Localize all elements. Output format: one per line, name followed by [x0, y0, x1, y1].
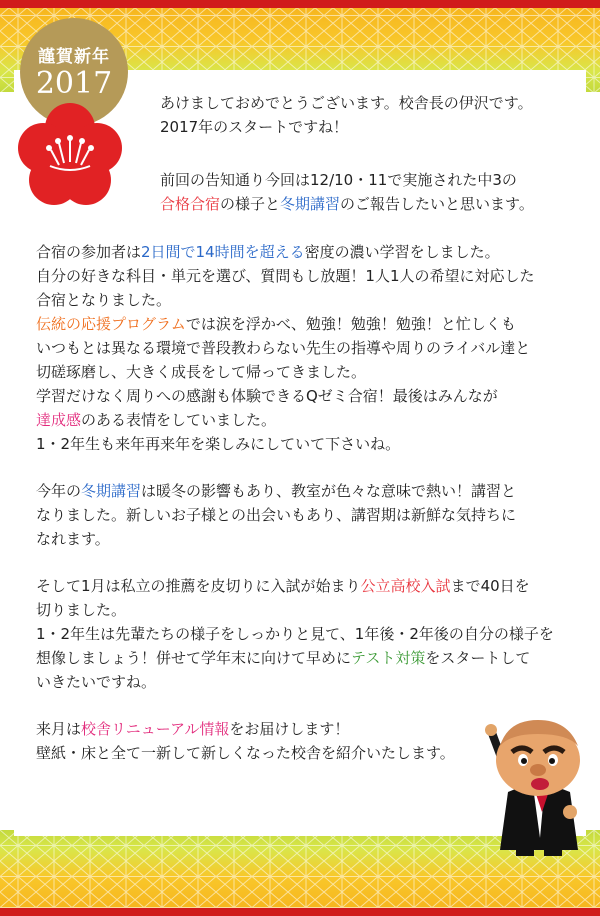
highlight-green: テスト対策 [351, 649, 426, 667]
text-segment: 学習だけなく周りへの感謝も体験できるQゼミ合宿！最後はみんなが [36, 387, 498, 405]
text-segment: をスタートして [425, 649, 531, 667]
report-intro-text [160, 168, 534, 216]
paragraph-line [36, 264, 554, 288]
paragraph [36, 479, 554, 551]
paragraph-line [36, 717, 554, 741]
highlight-pink: 校舎リニューアル情報 [81, 720, 230, 738]
highlight-blue: 冬期講習 [81, 482, 142, 500]
text-segment: は暖冬の影響もあり、教室が色々な意味で熱い！講習と [141, 482, 517, 500]
text-segment: いきたいですね。 [36, 673, 157, 691]
greeting-text [160, 91, 533, 139]
text-segment: 合宿の参加者は [36, 243, 142, 261]
paragraph-line [36, 384, 554, 408]
paragraph-line [36, 527, 554, 551]
text-segment: の様子と [220, 195, 281, 213]
text-segment: 合宿となりました。 [36, 291, 172, 309]
plum-blossom-icon [14, 100, 126, 212]
text-segment: 壁紙・床と全て一新して新しくなった校舎を紹介いたします。 [36, 744, 455, 762]
paragraph-line [36, 312, 554, 336]
text-segment: 1・2年生は先輩たちの様子をしっかりと見て、1年後・2年後の自分の様子を [36, 625, 554, 643]
paragraph-line [36, 336, 554, 360]
paragraph-line [36, 360, 554, 384]
paragraph [36, 240, 554, 456]
text-segment: 切磋琢磨し、大きく成長をして帰ってきました。 [36, 363, 367, 381]
highlight-blue: 2日間で14時間を超える [141, 243, 305, 261]
text-segment: なりました。新しいお子様との出会いもあり、講習期は新鮮な気持ちに [36, 506, 517, 524]
text-segment: いつもとは異なる環境で普段教わらない先生の指導や周りのライバル達と [36, 339, 531, 357]
text-segment: 今年の [36, 482, 82, 500]
paragraph-line [36, 646, 554, 670]
report-intro-line [160, 192, 534, 216]
text-segment: 前回の告知通り今回は12/10・11で実施された中3の [160, 171, 517, 189]
paragraph-line [36, 432, 554, 456]
text-segment: 2017年のスタートですね！ [160, 118, 349, 136]
paragraph-line [36, 574, 554, 598]
highlight-red: 合格合宿 [160, 195, 221, 213]
report-intro-line [160, 168, 534, 192]
badge-year: 2017 [35, 66, 113, 101]
paragraph-line [36, 288, 554, 312]
greeting-line [160, 115, 533, 139]
text-segment: まで40日を [450, 577, 530, 595]
text-segment: 想像しましょう！併せて学年末に向けて早めに [36, 649, 352, 667]
paragraph-line [36, 741, 554, 765]
highlight-red: 公立高校入試 [360, 577, 451, 595]
text-segment: 来月は [36, 720, 82, 738]
paragraph-line [36, 503, 554, 527]
text-segment: 密度の濃い学習をしました。 [304, 243, 500, 261]
text-segment: では涙を浮かべ、勉強！勉強！勉強！と忙しくも [185, 315, 516, 333]
text-segment: のある表情をしていました。 [81, 411, 277, 429]
paragraph-line [36, 240, 554, 264]
highlight-orange: 伝統の応援プログラム [36, 315, 186, 333]
paragraph-line [36, 408, 554, 432]
paragraph [36, 717, 554, 765]
text-segment: そして1月は私立の推薦を皮切りに入試が始まり [36, 577, 361, 595]
highlight-blue: 冬期講習 [280, 195, 341, 213]
text-segment: 自分の好きな科目・単元を選び、質問もし放題！1人1人の希望に対応した [36, 267, 535, 285]
text-segment: あけましておめでとうございます。校舎長の伊沢です。 [160, 94, 533, 112]
paragraph-line [36, 479, 554, 503]
badge-label: 謹賀新年 [38, 47, 110, 67]
text-segment: 切りました。 [36, 601, 127, 619]
bottom-red-edge [0, 908, 600, 916]
principal-mascot-illustration [478, 708, 598, 858]
text-segment: をお届けします！ [229, 720, 350, 738]
paragraph [36, 574, 554, 694]
greeting-line [160, 91, 533, 115]
article-body [36, 240, 554, 788]
highlight-pink: 達成感 [36, 411, 82, 429]
paragraph-line [36, 670, 554, 694]
text-segment: なれます。 [36, 530, 110, 548]
paragraph-line [36, 598, 554, 622]
text-segment: 1・2年生も来年再来年を楽しみにしていて下さいね。 [36, 435, 401, 453]
paragraph-line [36, 622, 554, 646]
text-segment: のご報告したいと思います。 [340, 195, 534, 213]
